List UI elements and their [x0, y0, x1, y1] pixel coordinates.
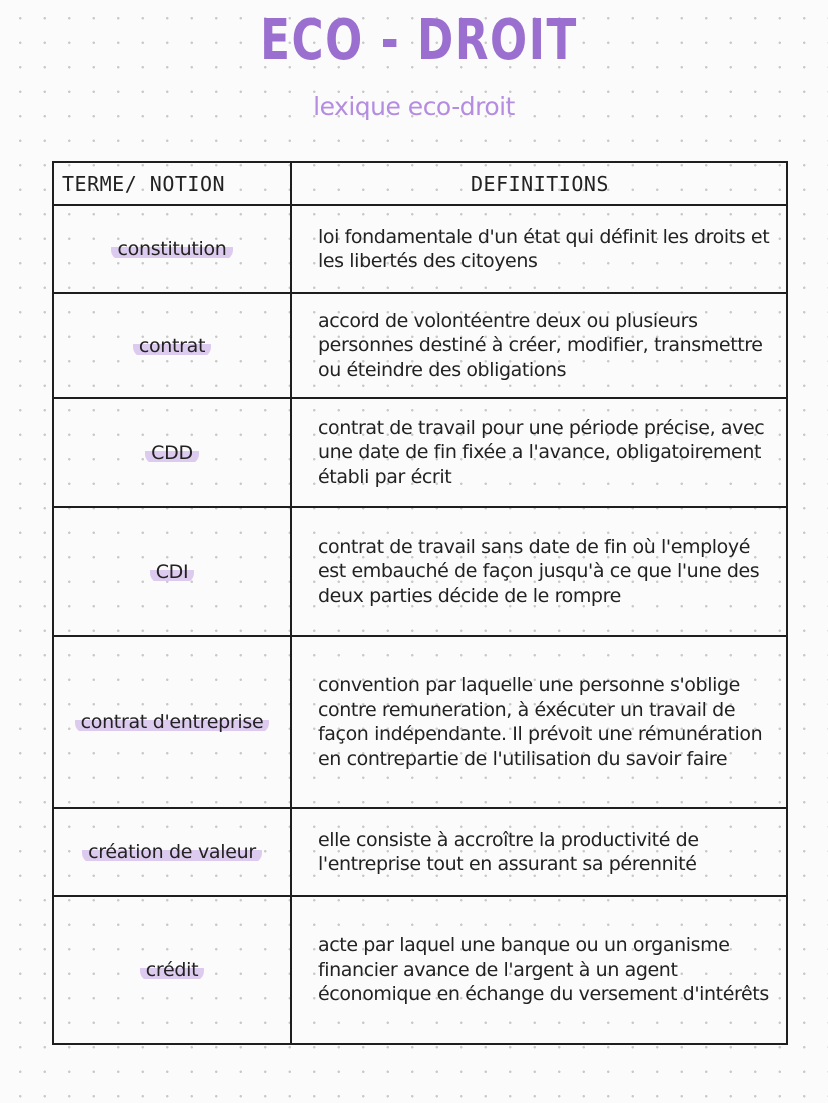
table-row — [54, 508, 786, 635]
definition-cell: contrat de travail pour une période précise, avec une date de fin fixée a l'avance, obligatoirement établi par écrit — [318, 416, 765, 488]
table-row — [54, 294, 786, 397]
table-row — [54, 809, 786, 895]
page-title: ECO - DROIT — [260, 8, 578, 73]
term-cell: CDD — [145, 442, 199, 464]
term-cell: contrat — [133, 335, 211, 357]
term-cell: création de valeur — [82, 841, 262, 863]
term-cell: crédit — [140, 959, 205, 981]
term-cell: constitution — [111, 238, 232, 260]
table-row — [54, 897, 786, 1043]
page-subtitle: lexique eco-droit — [313, 92, 515, 121]
column-header-term: TERME/ NOTION — [62, 172, 226, 196]
table-row — [54, 399, 786, 506]
definition-cell: loi fondamentale d'un état qui définit les droits et les libertés des citoyens — [318, 225, 770, 272]
definition-cell: acte par laquel une banque ou un organisme financier avance de l'argent à un agent économique en échange du versement d'intérêts — [318, 934, 769, 1006]
definition-cell: contrat de travail sans date de fin où l'employé est embauché de façon jusqu'à ce que l'une des deux parties décide de le rompre — [318, 535, 760, 607]
term-cell: contrat d'entreprise — [75, 711, 270, 733]
table-row — [54, 206, 786, 292]
term-cell: CDI — [150, 561, 195, 583]
column-header-definitions: DEFINITIONS — [471, 172, 609, 196]
table-row — [54, 637, 786, 807]
definition-cell: convention par laquelle une personne s'oblige contre remuneration, à éxécuter un travail de façon indépendante. Il prévoit une rémunération en contrepartie de l'utilisation du savoir faire — [318, 674, 763, 770]
definition-cell: accord de volontéentre deux ou plusieurs personnes destiné à créer, modifier, transmettre ou éteindre des obligations — [318, 309, 763, 381]
lexicon-table — [52, 161, 788, 1045]
definition-cell: elle consiste à accroître la productivité de l'entreprise tout en assurant sa pérennité — [318, 828, 699, 875]
